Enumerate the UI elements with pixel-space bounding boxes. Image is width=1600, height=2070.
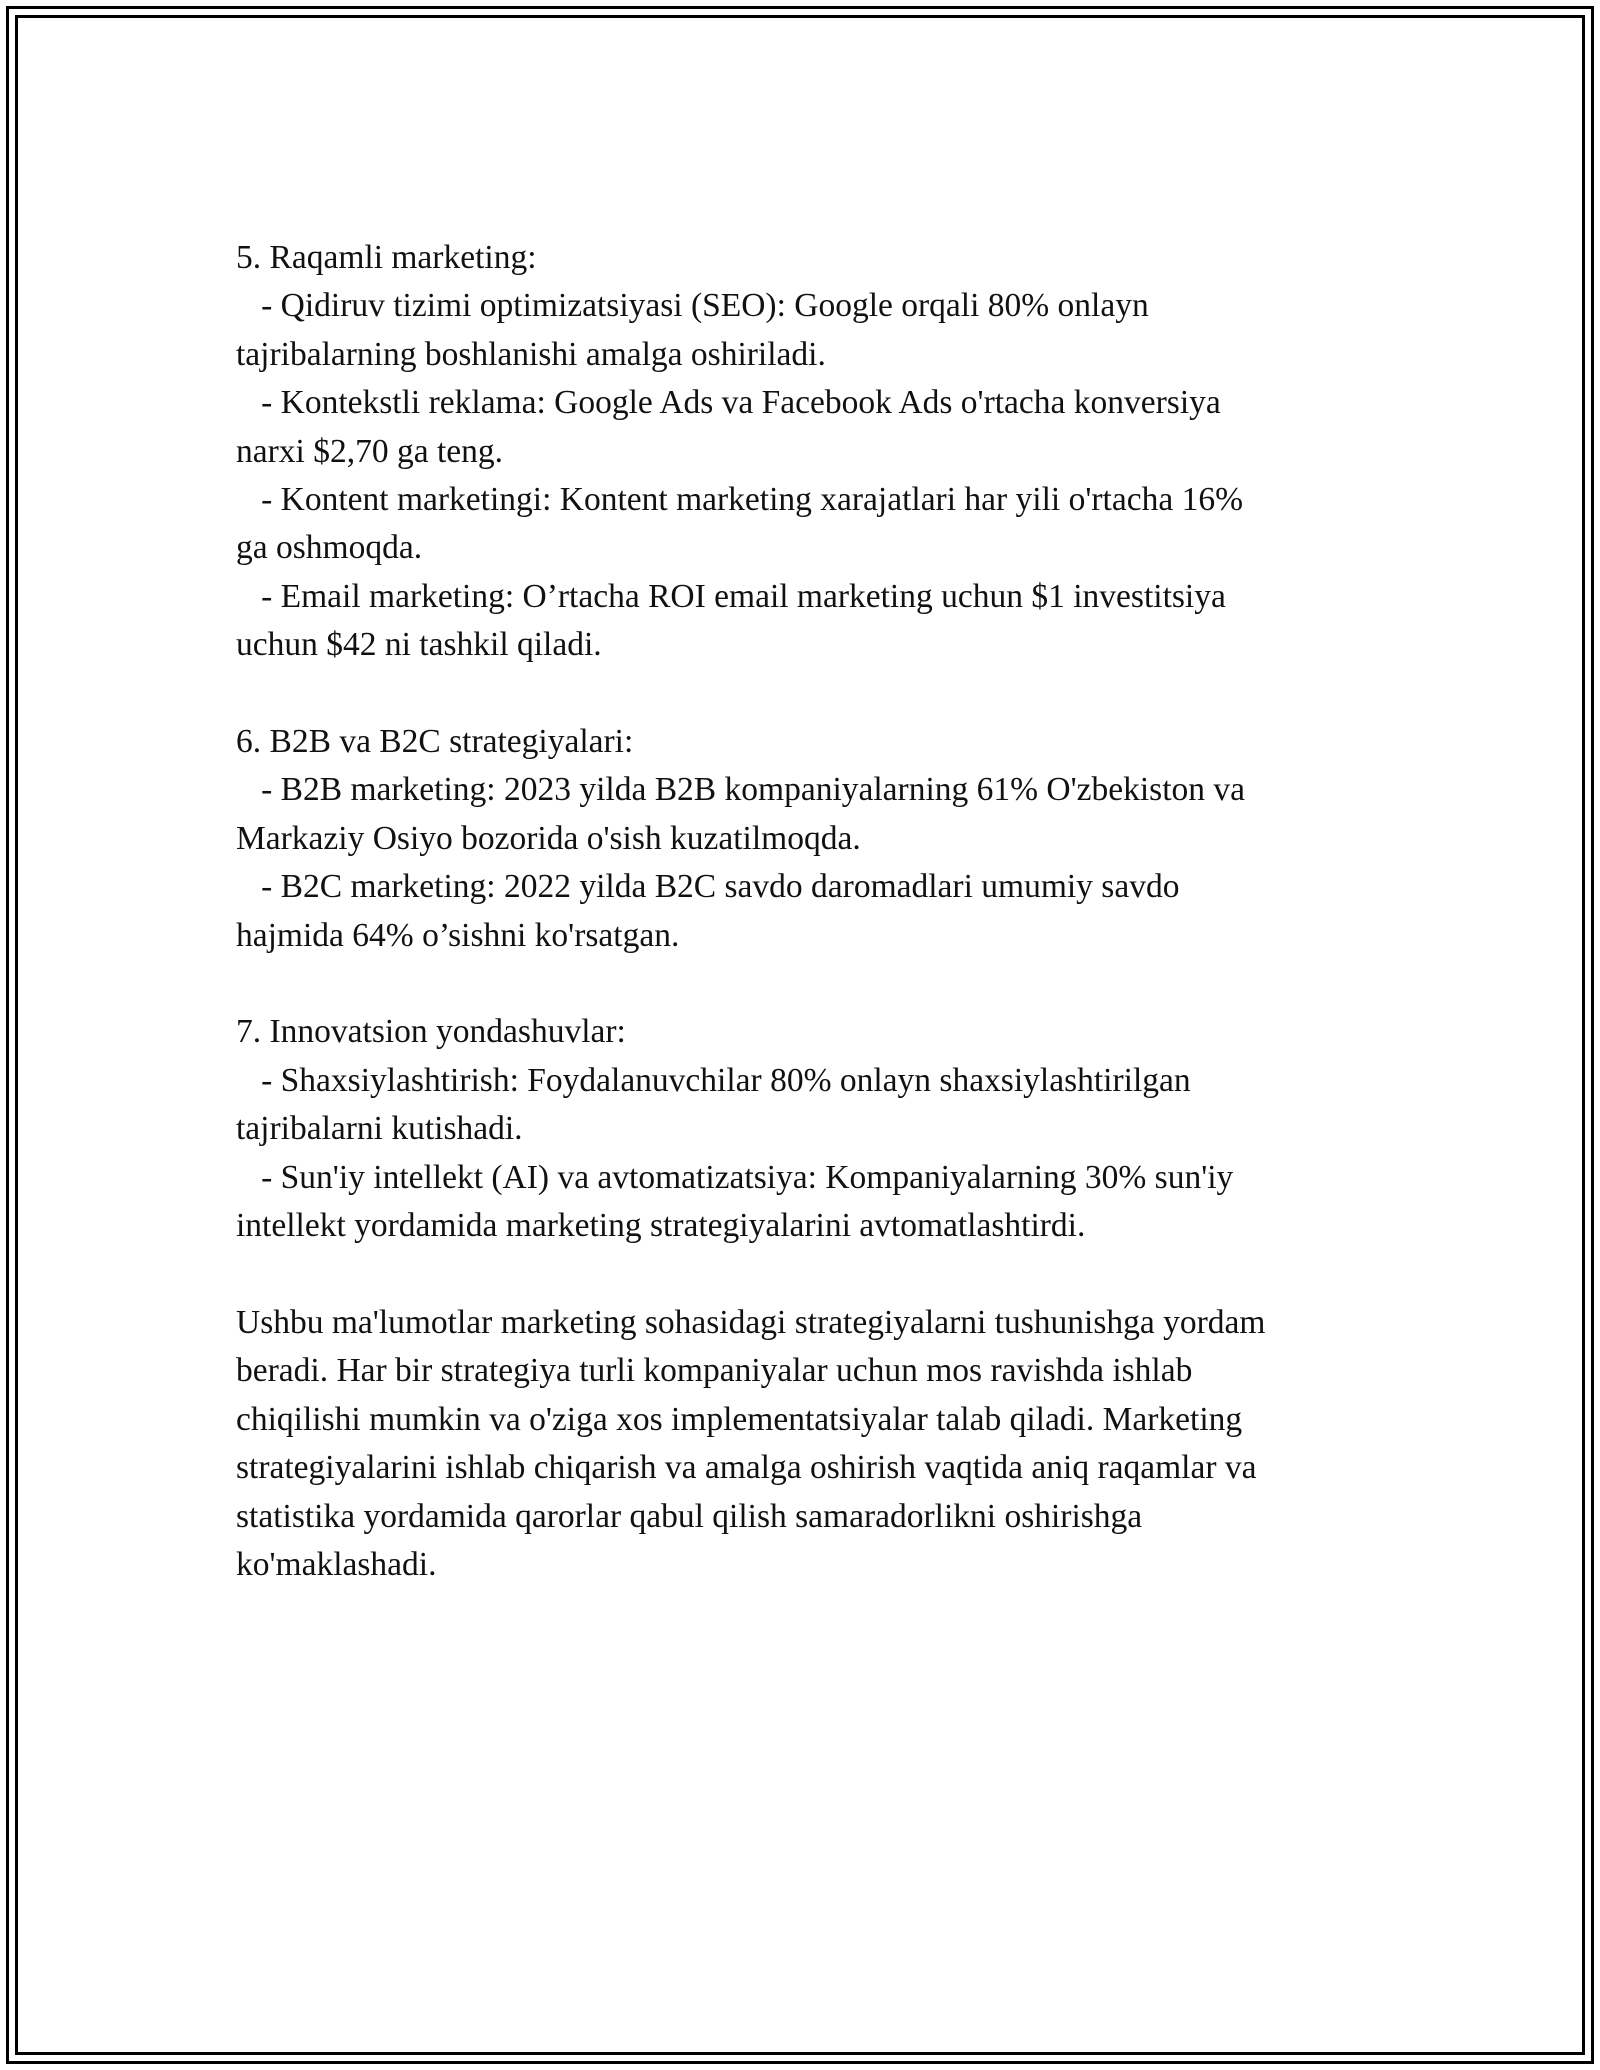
paragraph-line: strategiyalarini ishlab chiqarish va amalga oshirish vaqtida aniq raqamlar va	[236, 1449, 1257, 1487]
list-item-continuation: intellekt yordamida marketing strategiyalarini avtomatlashtirdi.	[236, 1207, 1086, 1245]
list-item-continuation: ga oshmoqda.	[236, 529, 423, 567]
list-item	[236, 282, 1376, 379]
list-item	[236, 766, 1376, 863]
list-item	[236, 573, 1376, 670]
paragraph-line: statistika yordamida qarorlar qabul qilish samaradorlikni oshirishga	[236, 1497, 1143, 1535]
section-b2b-b2c	[236, 718, 1376, 960]
paragraph-line: Ushbu ma'lumotlar marketing sohasidagi strategiyalarni tushunishga yordam	[236, 1303, 1266, 1341]
list-item	[236, 379, 1376, 476]
list-item-continuation: Markaziy Osiyo bozorida o'sish kuzatilmoqda.	[236, 819, 861, 857]
list-item-text: - Kontent marketingi: Kontent marketing xarajatlari har yili o'rtacha 16%	[261, 481, 1243, 519]
list-item-text: - B2C marketing: 2022 yilda B2C savdo daromadlari umumiy savdo	[261, 868, 1180, 906]
list-item-text: - Shaxsiylashtirish: Foydalanuvchilar 80% onlayn shaxsiylashtirilgan	[261, 1061, 1191, 1099]
list-item	[236, 476, 1376, 573]
list-item	[236, 1057, 1376, 1154]
section-title: 6. B2B va B2C strategiyalari:	[236, 723, 634, 761]
list-item-text: - Kontekstli reklama: Google Ads va Facebook Ads o'rtacha konversiya	[261, 384, 1221, 422]
section-innovative-approaches	[236, 1008, 1376, 1250]
section-title: 7. Innovatsion yondashuvlar:	[236, 1013, 626, 1051]
list-item-text: - Email marketing: O’rtacha ROI email marketing uchun $1 investitsiya	[261, 577, 1226, 615]
list-item-text: - Qidiruv tizimi optimizatsiyasi (SEO): Google orqali 80% onlayn	[261, 287, 1149, 325]
conclusion-paragraph	[236, 1299, 1376, 1589]
list-item-continuation: tajribalarni kutishadi.	[236, 1110, 523, 1148]
list-item-continuation: narxi $2,70 ga teng.	[236, 432, 504, 470]
list-item-text: - Sun'iy intellekt (AI) va avtomatizatsiya: Kompaniyalarning 30% sun'iy	[261, 1158, 1234, 1196]
list-item-continuation: tajribalarning boshlanishi amalga oshiriladi.	[236, 335, 826, 373]
section-title: 5. Raqamli marketing:	[236, 239, 537, 276]
list-item	[236, 1154, 1376, 1251]
section-digital-marketing	[236, 234, 1376, 670]
list-item	[236, 863, 1376, 960]
list-item-continuation: hajmida 64% o’sishni ko'rsatgan.	[236, 916, 680, 954]
paragraph-line: chiqilishi mumkin va o'ziga xos implementatsiyalar talab qiladi. Marketing	[236, 1400, 1243, 1438]
paragraph-line: ko'maklashadi.	[236, 1545, 437, 1583]
paragraph-line: beradi. Har bir strategiya turli kompaniyalar uchun mos ravishda ishlab	[236, 1352, 1193, 1390]
list-item-continuation: uchun $42 ni tashkil qiladi.	[236, 626, 602, 664]
document-body	[236, 234, 1376, 1589]
list-item-text: - B2B marketing: 2023 yilda B2B kompaniyalarning 61% O'zbekiston va	[261, 771, 1246, 809]
